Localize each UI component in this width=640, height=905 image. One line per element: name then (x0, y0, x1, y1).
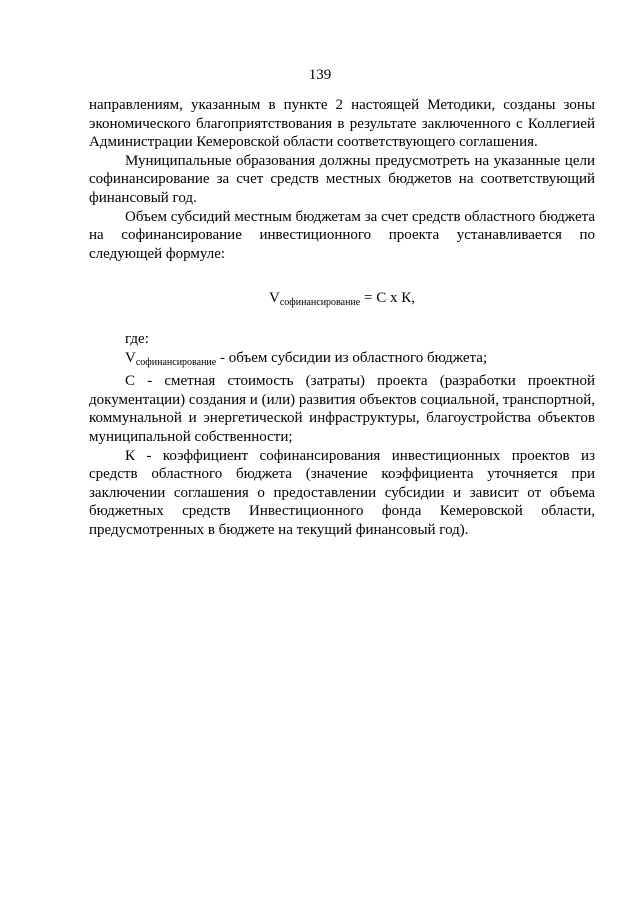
formula-lhs-symbol: V (269, 290, 280, 307)
definition-v-symbol: V (125, 349, 136, 366)
definition-v-subscript: софинансирование (135, 356, 217, 368)
formula-lhs-subscript: софинансирование (279, 297, 361, 309)
document-body (89, 96, 595, 539)
definition-v (89, 349, 595, 373)
definition-v-text: - объем субсидии из областного бюджета; (216, 349, 488, 366)
formula-rhs: = С х К, (360, 290, 415, 307)
page-number: 139 (308, 67, 332, 83)
paragraph-subsidy-volume: Объем субсидий местным бюджетам за счет средств областного бюджета на софинансирование инвестиционного проекта устанавливается по следующей формуле: (89, 208, 595, 262)
definitions-intro: где: (125, 330, 149, 347)
formula (89, 289, 595, 313)
paragraph-zones: направлениям, указанным в пункте 2 настоящей Методики, созданы зоны экономического благоприятствования в результате заключенного с Коллегией Администрации Кемеровской области соответствующего соглашения. (89, 97, 595, 151)
definition-c: С - сметная стоимость (затраты) проекта (разработки проектной документации) создания и (или) развития объектов социальной, транспортной, коммунальной и энергетической инфраструктуры, благоустройства объектов муниципальной собственности; (89, 373, 595, 445)
paragraph-cofinancing: Муниципальные образования должны предусмотреть на указанные цели софинансирование за счет средств местных бюджетов на соответствующий финансовый год. (89, 152, 595, 206)
definition-k: К - коэффициент софинансирования инвестиционных проектов из средств областного бюджета (значение коэффициента уточняется при заключении соглашения о предоставлении субсидии и зависит от объема бюджетных средств Инвестиционного фонда Кемеровской области, предусмотренных в бюджете на текущий финансовый год). (89, 447, 595, 538)
